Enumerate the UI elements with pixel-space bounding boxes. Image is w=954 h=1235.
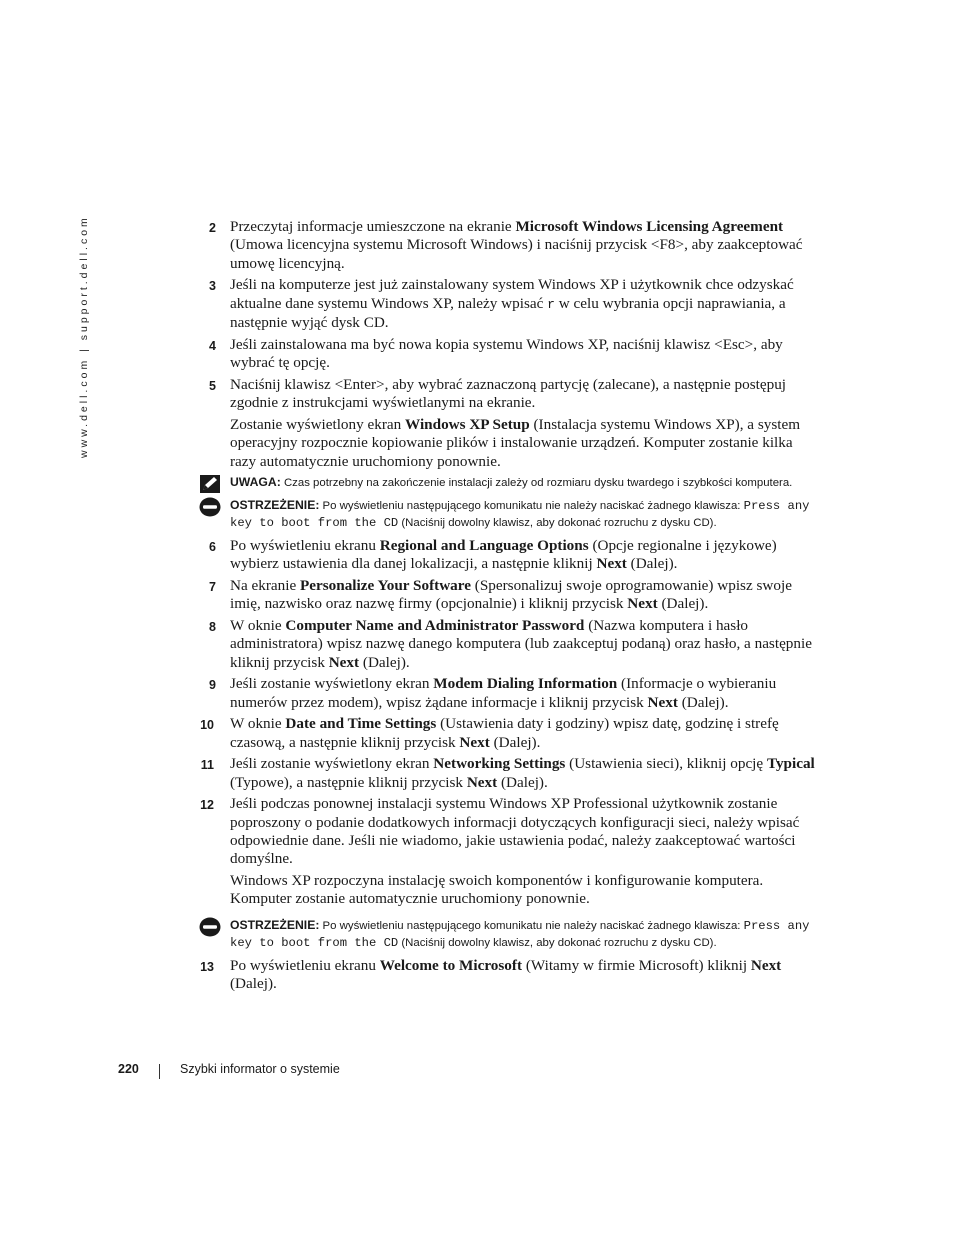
step-number: 3 [209,279,216,294]
screen-name: Date and Time Settings [285,715,437,733]
step-number: 9 [209,678,216,693]
warning-label: OSTRZEŻENIE: [230,497,320,512]
step-3: 3 Jeśli na komputerze jest już zainstalowany system Windows XP i użytkownik chce odzyskać aktualne dane systemu Windows XP, należy wpisać r w celu wybrania opcji naprawiania, a następnie wyjąć dysk CD. [196,276,816,332]
footer-title: Szybki informator o systemie [180,1062,340,1076]
message-code: Press any key to boot from the CD [230,498,810,531]
step-12-continuation: Windows XP rozpoczyna instalację swoich komponentów i konfigurowanie komputera. Komputer zostanie automatycznie uruchomiony ponownie. [230,871,764,908]
button-name: Next [459,733,490,751]
button-name: Next [596,555,627,573]
warning-hand-icon [199,917,221,937]
option-name: Typical [766,755,815,773]
step-number: 6 [209,539,216,554]
screen-name: Regional and Language Options [379,536,589,554]
step-4: 4 Jeśli zainstalowana ma być nowa kopia systemu Windows XP, naciśnij klawisz <Esc>, aby wybrać tę opcję. [196,336,816,373]
button-name: Next [750,956,782,974]
screen-name: Computer Name and Administrator Password [285,616,585,634]
warning-hand-icon [199,497,221,517]
screen-name: Personalize Your Software [300,576,471,594]
screen-name: Welcome to Microsoft [379,956,523,974]
step-2: 2 Przeczytaj informacje umieszczone na ekranie Microsoft Windows Licensing Agreement (Umowa licencyjna systemu Microsoft Windows) i naciśnij przycisk <F8>, aby zaakceptować umowę licencyjną. [196,218,816,273]
step-6: 6 Po wyświetleniu ekranu Regional and Language Options (Opcje regionalne i językowe) wybierz ustawienia dla danej lokalizacji, a następnie kliknij Next (Dalej). [196,537,816,574]
warning-2: OSTRZEŻENIE: Po wyświetleniu następującego komunikatu nie należy naciskać żadnego klawisza: Press any key to boot from the CD (Naciśnij dowolny klawisz, aby dokonać rozruchu z dysku CD). [196,917,816,953]
button-name: Next [466,773,498,791]
step-number: 5 [209,378,216,393]
step-5-continuation: Zostanie wyświetlony ekran Windows XP Setup (Instalacja systemu Windows XP), a system operacyjny rozpocznie kopiowanie plików i instalowanie urządzeń. Komputer zostanie kilka razy automatycznie uruchomiony ponownie. [230,415,801,470]
step-number: 11 [200,758,214,773]
note-uwaga: UWAGA: Czas potrzebny na zakończenie instalacji zależy od rozmiaru dysku twardego i szybkości komputera. [196,474,816,493]
step-8: 8 W oknie Computer Name and Administrator Password (Nazwa komputera i hasło administratora) wpisz nazwę danego komputera (lub zaakceptuj podaną) oraz hasło, a następnie kliknij przycisk Next (Dalej). [196,617,816,672]
warning-1: OSTRZEŻENIE: Po wyświetleniu następującego komunikatu nie należy naciskać żadnego klawisza: Press any key to boot from the CD (Naciśnij dowolny klawisz, aby dokonać rozruchu z dysku CD). [196,497,816,533]
step-number: 8 [209,619,216,634]
screen-name: Modem Dialing Information [433,675,618,693]
button-name: Next [627,595,658,613]
message-code: Press any key to boot from the CD [230,918,810,951]
key-code: r [547,296,555,312]
step-number: 13 [200,959,214,974]
document-body [196,218,816,997]
screen-name: Networking Settings [433,755,566,773]
step-13: 13 Po wyświetleniu ekranu Welcome to Microsoft (Witamy w firmie Microsoft) kliknij Next (Dalej). [196,957,816,994]
footer-divider [159,1064,160,1079]
pencil-note-icon [199,474,221,494]
button-name: Next [328,653,360,671]
step-9: 9 Jeśli zostanie wyświetlony ekran Modem Dialing Information (Informacje o wybieraniu numerów przez modem), wpisz żądane informacje i kliknij przycisk Next (Dalej). [196,675,816,712]
step-number: 4 [209,338,216,353]
note-label: UWAGA: [230,475,281,490]
sidebar-url: www.dell.com | support.dell.com [78,215,90,458]
step-number: 7 [209,579,216,594]
step-number: 12 [200,798,214,813]
step-10: 10 W oknie Date and Time Settings (Ustawienia daty i godziny) wpisz datę, godzinę i strefę czasową, a następnie kliknij przycisk Next (Dalej). [196,715,816,752]
step-number: 10 [200,718,214,733]
step-7: 7 Na ekranie Personalize Your Software (Spersonalizuj swoje oprogramowanie) wpisz swoje imię, nazwisko oraz nazwę firmy (opcjonalnie) i kliknij przycisk Next (Dalej). [196,577,816,614]
step-12: 12 Jeśli podczas ponownej instalacji systemu Windows XP Professional użytkownik zostanie poproszony o podanie dodatkowych informacji dotyczących konfiguracji sieci, należy wpisać odpowiednie dane. Jeśli nie wiadomo, jakie ustawienia podać, należy zaakceptować wartości domyślne. [196,795,816,869]
step-5: 5 Naciśnij klawisz <Enter>, aby wybrać zaznaczoną partycję (zalecane), a następnie postępuj zgodnie z instrukcjami wyświetlanymi na ekranie. [196,376,816,413]
warning-label: OSTRZEŻENIE: [230,917,320,932]
step-11: 11 Jeśli zostanie wyświetlony ekran Networking Settings (Ustawienia sieci), kliknij opcję Typical (Typowe), a następnie kliknij przycisk Next (Dalej). [196,755,816,792]
button-name: Next [647,693,678,711]
page-number: 220 [118,1062,139,1076]
step-number: 2 [209,221,216,235]
screen-name: Microsoft Windows Licensing Agreement [515,218,784,235]
screen-name: Windows XP Setup [405,415,530,433]
